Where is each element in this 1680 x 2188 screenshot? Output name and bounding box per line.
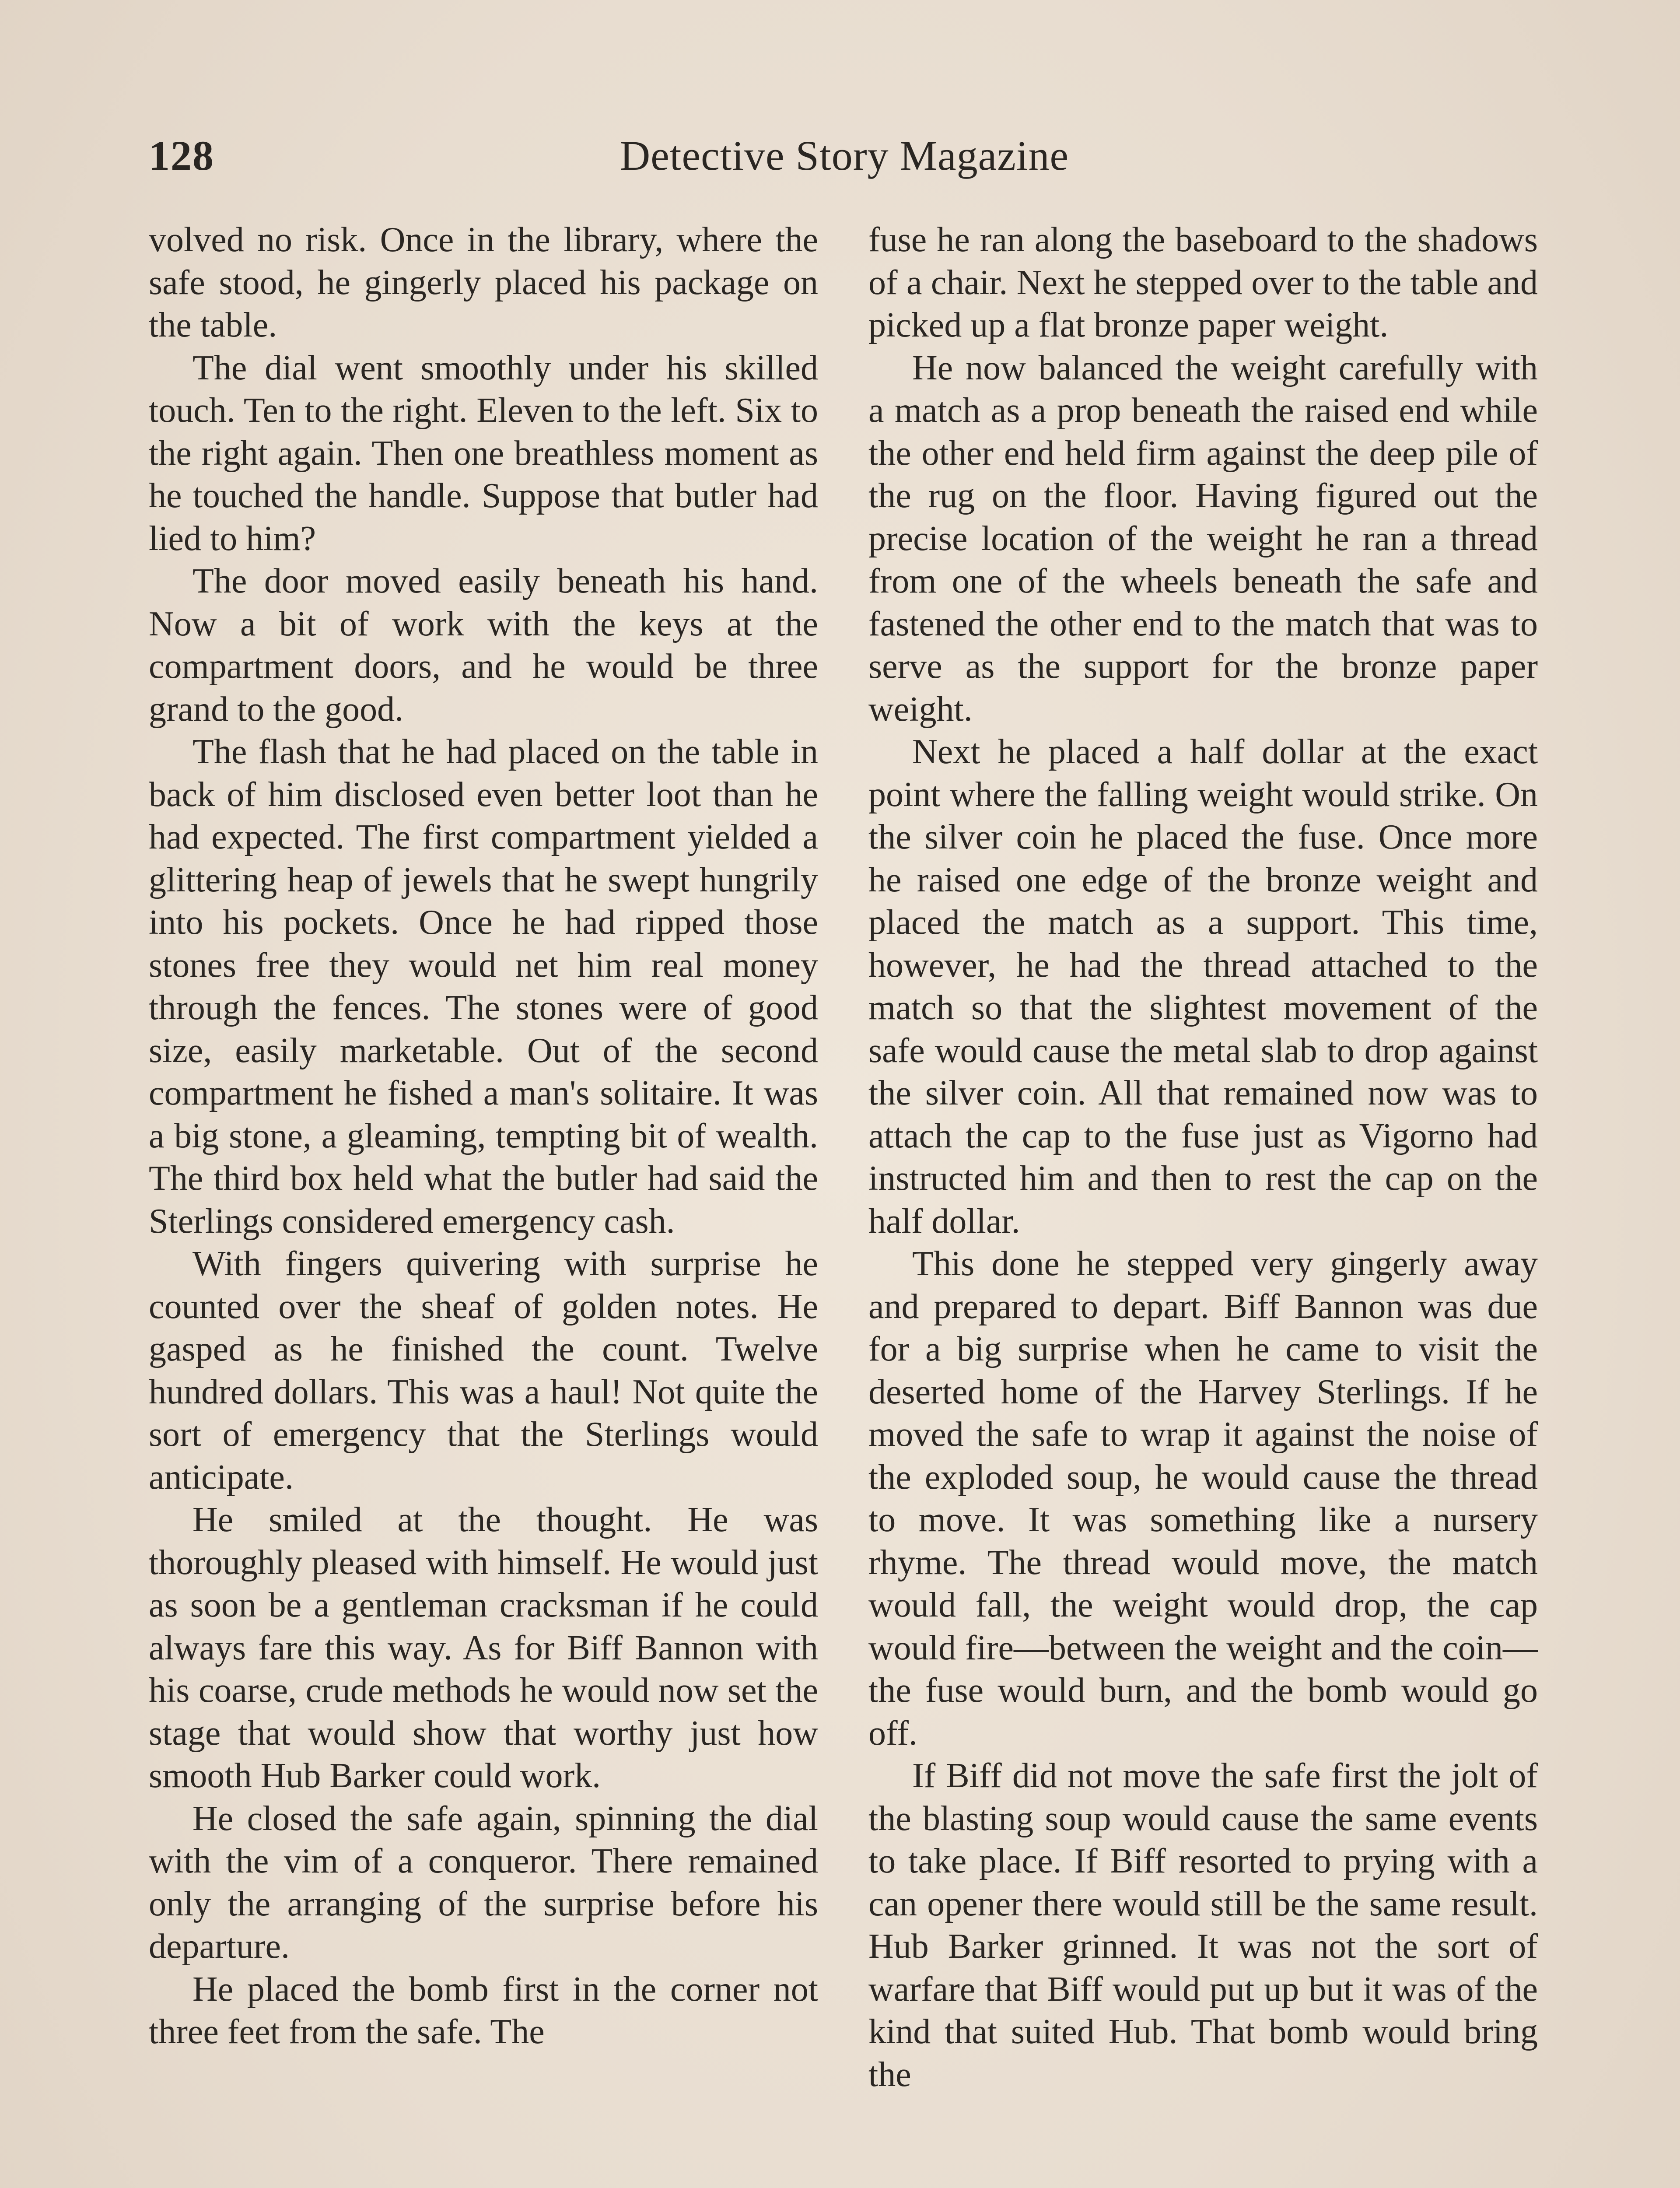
paragraph: Next he placed a half dollar at the exact point where the falling weight would strike. On the silver coin he placed the fuse. Once more he raised one edge of the bronze weight and placed the match as a support. This time, however, he had the thread attached to the match so that the slightest movement of the safe would cause the metal slab to drop against the silver coin. All that remained now was to attach the cap to the fuse just as Vigorno had instructed him and then to rest the cap on the half dollar. [868, 733, 1538, 1241]
paragraph: He placed the bomb first in the corner not three feet from the safe. The [149, 1970, 818, 2051]
paragraph: fuse he ran along the baseboard to the shadows of a chair. Next he stepped over to the table and picked up a flat bronze paper weight. [868, 221, 1538, 344]
paragraph: This done he stepped very gingerly away and prepared to depart. Biff Bannon was due for a big surprise when he came to visit the deserted home of the Harvey Sterlings. If he moved the safe to wrap it against the noise of the exploded soup, he would cause the thread to move. It was something like a nursery rhyme. The thread would move, the match would fall, the weight would drop, the cap would fire—between the weight and the coin—the fuse would burn, and the bomb would go off. [868, 1245, 1538, 1753]
running-title: Detective Story Magazine [620, 132, 1069, 179]
paragraph: The dial went smoothly under his skilled touch. Ten to the right. Eleven to the left. Six to the right again. Then one breathless moment as he touched the handle. Suppose that butler had lied to him? [149, 348, 818, 558]
paragraph: The door moved easily beneath his hand. Now a bit of work with the keys at the compartment doors, and he would be three grand to the good. [149, 562, 818, 729]
paragraph: He closed the safe again, spinning the dial with the vim of a conqueror. There remained only the arranging of the surprise before his departure. [149, 1799, 818, 1966]
paragraph: The flash that he had placed on the table in back of him disclosed even better loot than he had expected. The first compartment yielded a glittering heap of jewels that he swept hungrily into his pockets. Once he had ripped those stones free they would net him real money through the fences. The stones were of good size, easily marketable. Out of the second compartment he fished a man's solitaire. It was a big stone, a gleaming, tempting bit of wealth. The third box held what the butler had said the Sterlings considered emergency cash. [149, 733, 818, 1241]
paragraph: If Biff did not move the safe first the jolt of the blasting soup would cause the same events to take place. If Biff resorted to prying with a can opener there would still be the same result. Hub Barker grinned. It was not the sort of warfare that Biff would put up but it was of the kind that suited Hub. That bomb would bring the [868, 1757, 1538, 2094]
page-header [149, 131, 1540, 201]
paragraph: He smiled at the thought. He was thoroughly pleased with himself. He would just as soon be a gentleman cracksman if he could always fare this way. As for Biff Bannon with his coarse, crude methods he would now set the stage that would show that worthy just how smooth Hub Barker could work. [149, 1501, 818, 1795]
paragraph: With fingers quivering with surprise he counted over the sheaf of golden notes. He gasped as he finished the count. Twelve hundred dollars. This was a haul! Not quite the sort of emergency that the Sterlings would anticipate. [149, 1245, 818, 1497]
page-number: 128 [149, 132, 214, 179]
paragraph: volved no risk. Once in the library, where the safe stood, he gingerly placed his package on the table. [149, 221, 818, 344]
right-column [868, 219, 1538, 2188]
left-column [149, 219, 818, 2188]
paragraph: He now balanced the weight carefully with a match as a prop beneath the raised end while the other end held firm against the deep pile of the rug on the floor. Having figured out the precise location of the weight he ran a thread from one of the wheels beneath the safe and fastened the other end to the match that was to serve as the support for the bronze paper weight. [868, 348, 1538, 729]
